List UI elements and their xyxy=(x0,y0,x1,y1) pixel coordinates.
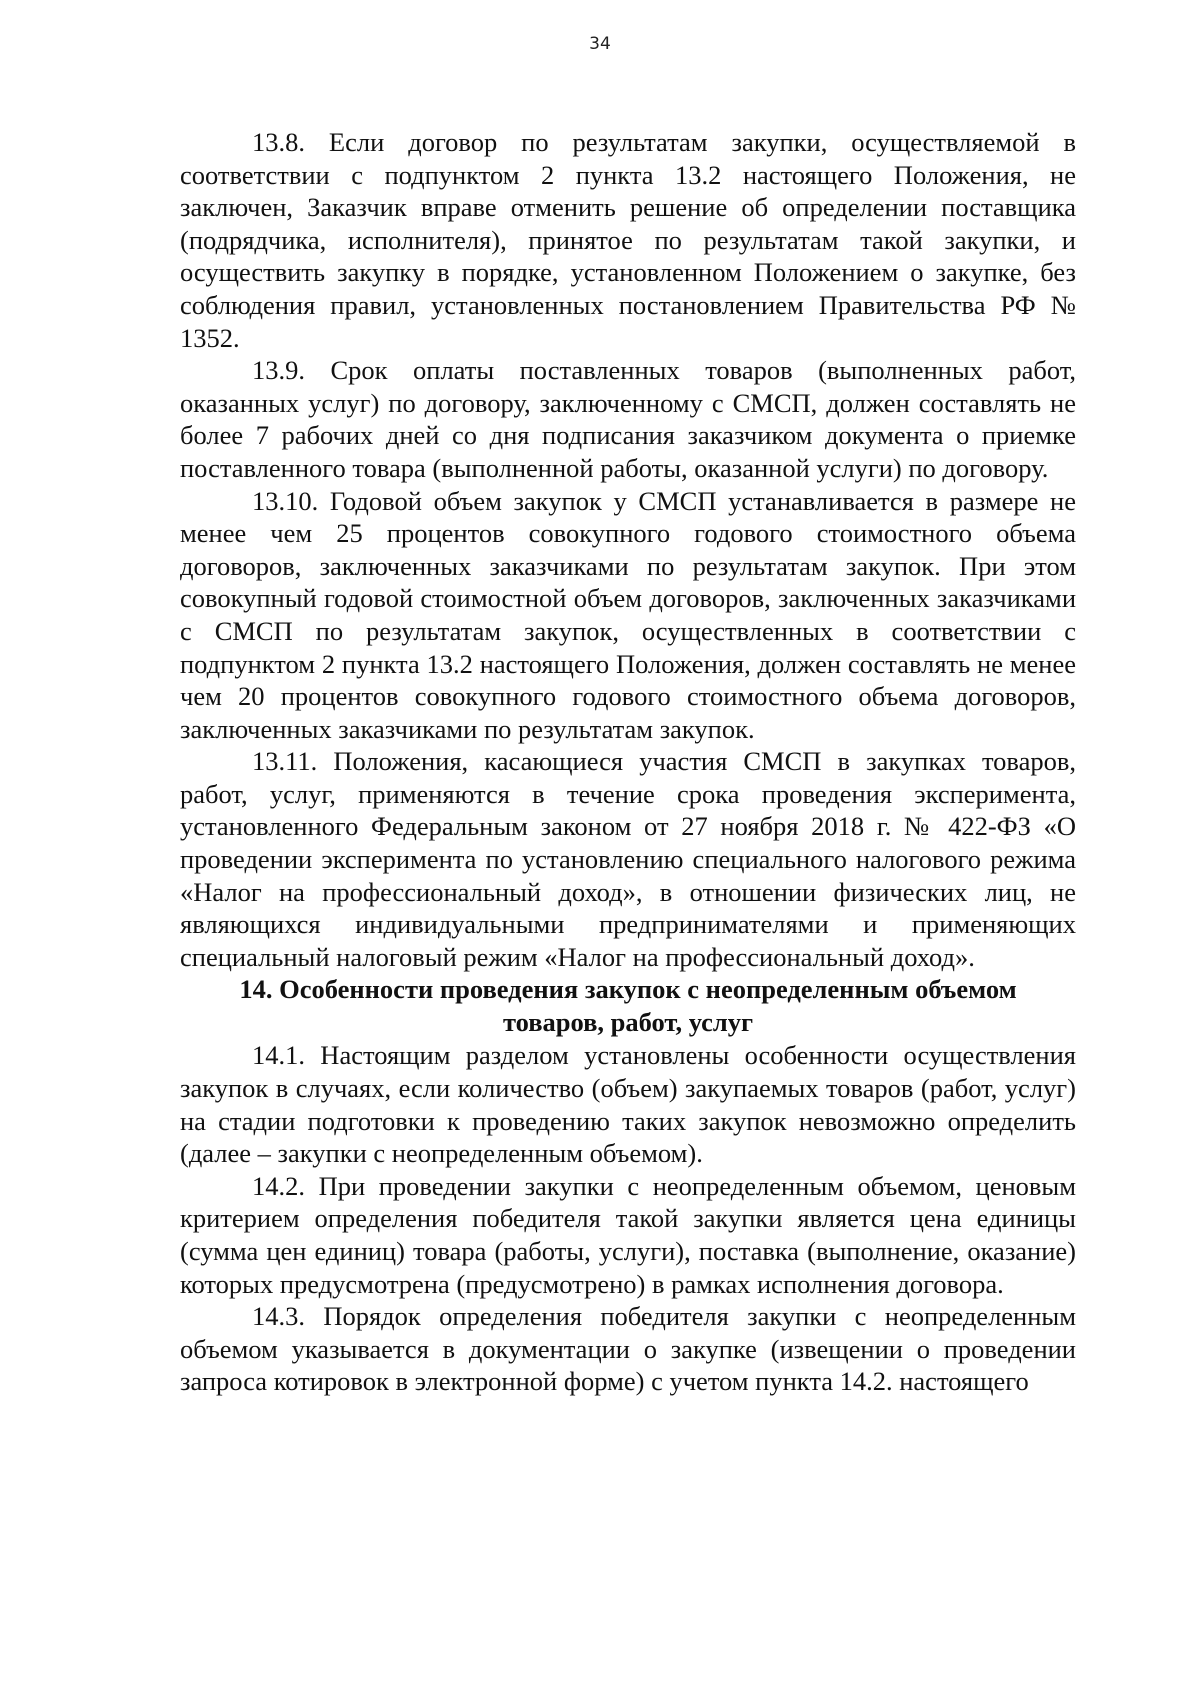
paragraph-14-1: 14.1. Настоящим разделом установлены особенности осуществления закупок в случаях, если количество (объем) закупаемых товаров (работ, услуг) на стадии подготовки к проведению таких закупок невозможно определить (далее – закупки с неопределенным объемом). xyxy=(180,1040,1076,1169)
paragraph-13-8: 13.8. Если договор по результатам закупки, осуществляемой в соответствии с подпунктом 2 пункта 13.2 настоящего Положения, не заключен, Заказчик вправе отменить решение об определении поставщика (подрядчика, исполнителя), принятое по результатам такой закупки, и осуществить закупку в порядке, установленном Положением о закупке, без соблюдения правил, установленных постановлением Правительства РФ № 1352. xyxy=(180,127,1076,353)
paragraph-14-3: 14.3. Порядок определения победителя закупки с неопределенным объемом указывается в документации о закупке (извещении о проведении запроса котировок в электронной форме) с учетом пункта 14.2. настоящего xyxy=(180,1301,1076,1397)
paragraph-14-2: 14.2. При проведении закупки с неопределенным объемом, ценовым критерием определения победителя такой закупки является цена единицы (сумма цен единиц) товара (работы, услуги), поставка (выполнение, оказание) которых предусмотрена (предусмотрено) в рамках исполнения договора. xyxy=(180,1170,1076,1299)
paragraph-13-11: 13.11. Положения, касающиеся участия СМСП в закупках товаров, работ, услуг, применяются в течение срока проведения эксперимента, установленного Федеральным законом от 27 ноября 2018 г. № 422-ФЗ «О проведении эксперимента по установлению специального налогового режима «Налог на профессиональный доход», в отношении физических лиц, не являющихся индивидуальными предпринимателями и применяющих специальный налоговый режим «Налог на профессиональный доход». xyxy=(180,746,1076,972)
section-title: 14. Особенности проведения закупок с неопределенным объемом товаров, работ, услуг xyxy=(239,974,1017,1038)
document-body xyxy=(180,126,1076,1398)
page-number: 34 xyxy=(589,34,611,54)
paragraph-13-9: 13.9. Срок оплаты поставленных товаров (выполненных работ, оказанных услуг) по договору, заключенному с СМСП, должен составлять не более 7 рабочих дней со дня подписания заказчиком документа о приемке поставленного товара (выполненной работы, оказанной услуги) по договору. xyxy=(180,355,1076,483)
paragraph-13-10: 13.10. Годовой объем закупок у СМСП устанавливается в размере не менее чем 25 процентов совокупного годового стоимостного объема договоров, заключенных заказчиками по результатам закупок. При этом совокупный годовой стоимостной объем договоров, заключенных заказчиками с СМСП по результатам закупок, осуществленных в соответствии с подпунктом 2 пункта 13.2 настоящего Положения, должен составлять не менее чем 20 процентов совокупного годового стоимостного объема договоров, заключенных заказчиками по результатам закупок. xyxy=(180,485,1076,744)
